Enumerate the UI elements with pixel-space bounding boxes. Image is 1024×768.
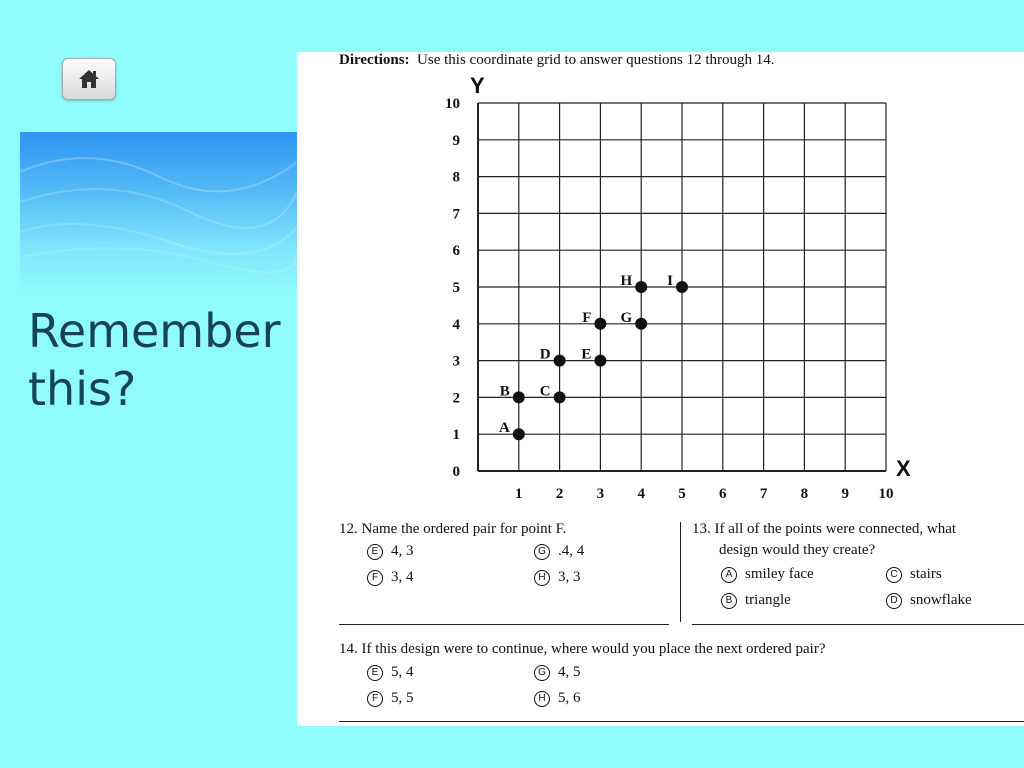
x-tick-label: 6	[719, 486, 727, 502]
x-tick-label: 9	[841, 486, 849, 502]
q13-option-d-bubble[interactable]: D	[886, 593, 902, 609]
q13-option-a-bubble[interactable]: A	[721, 567, 737, 583]
point-label-e: E	[581, 346, 592, 363]
q14-option-h[interactable]	[534, 690, 581, 707]
point-g	[635, 318, 647, 330]
answer-line-12	[339, 624, 669, 625]
point-c	[554, 391, 566, 403]
answer-line-13	[692, 624, 1024, 625]
y-tick-label: 9	[452, 132, 460, 149]
q12-option-f[interactable]	[367, 569, 414, 586]
point-label-i: I	[667, 273, 673, 289]
q12-option-g-text: .4, 4	[558, 543, 585, 559]
q13-option-b-bubble[interactable]: B	[721, 593, 737, 609]
q14-option-h-text: 5, 6	[558, 690, 581, 706]
q14-option-f[interactable]	[367, 690, 414, 707]
q13-option-a-text: smiley face	[745, 566, 814, 582]
y-tick-label: 3	[452, 353, 460, 370]
x-tick-label: 1	[515, 486, 523, 502]
q14-option-g[interactable]	[534, 664, 581, 681]
q13-option-b[interactable]	[721, 592, 791, 609]
banner-waves	[20, 132, 297, 292]
question-12: 12. Name the ordered pair for point F.	[339, 521, 567, 537]
directions-label: Directions:	[339, 52, 410, 68]
q13-option-b-text: triangle	[745, 592, 791, 608]
y-tick-label: 4	[452, 316, 460, 333]
question-13-line1: 13. If all of the points were connected, what	[692, 521, 957, 537]
point-label-h: H	[620, 273, 633, 289]
home-icon	[78, 69, 100, 89]
point-label-c: C	[539, 383, 551, 400]
point-d	[554, 355, 566, 367]
q13-option-c-text: stairs	[910, 566, 942, 582]
point-e	[594, 355, 606, 367]
point-label-d: D	[539, 346, 551, 363]
q12-option-g[interactable]	[534, 543, 584, 560]
decorative-banner	[20, 132, 297, 292]
point-f	[594, 318, 606, 330]
q12-option-h-bubble[interactable]: H	[534, 570, 550, 586]
q12-option-e[interactable]	[367, 543, 414, 560]
point-label-b: B	[499, 383, 510, 400]
slide-title: Remember this?	[28, 304, 281, 416]
q12-option-f-text: 3, 4	[391, 569, 414, 585]
q14-option-g-bubble[interactable]: G	[534, 665, 550, 681]
x-tick-label: 10	[878, 486, 894, 502]
q12-option-e-text: 4, 3	[391, 543, 414, 559]
y-tick-label: 10	[445, 96, 460, 112]
x-tick-label: 5	[678, 486, 686, 502]
answer-line-14	[339, 721, 1024, 722]
point-b	[513, 391, 525, 403]
q14-option-f-bubble[interactable]: F	[367, 691, 383, 707]
q14-option-f-text: 5, 5	[391, 690, 414, 706]
coordinate-grid	[297, 52, 1024, 512]
q13-option-a[interactable]	[721, 566, 814, 583]
y-tick-label: 1	[452, 427, 460, 444]
q12-option-h[interactable]	[534, 569, 581, 586]
x-tick-label: 8	[800, 486, 809, 502]
y-tick-label: 6	[452, 243, 460, 260]
x-tick-label: 4	[637, 486, 645, 502]
x-tick-label: 2	[555, 486, 564, 502]
q12-option-f-bubble[interactable]: F	[367, 570, 383, 586]
q13-option-d[interactable]	[886, 592, 972, 609]
point-h	[635, 281, 647, 293]
q13-option-c-bubble[interactable]: C	[886, 567, 902, 583]
y-tick-label: 2	[452, 390, 460, 407]
point-label-g: G	[620, 309, 633, 326]
question-13-line2: design would they create?	[719, 542, 876, 558]
q12-option-g-bubble[interactable]: G	[534, 544, 550, 560]
directions-text: Use this coordinate grid to answer questions 12 through 14.	[417, 52, 775, 68]
x-axis-label: X	[896, 456, 911, 481]
q13-option-d-text: snowflake	[910, 592, 972, 608]
y-axis-label: Y	[470, 73, 485, 98]
home-button[interactable]	[62, 58, 116, 100]
worksheet	[297, 52, 1024, 726]
question-divider	[680, 522, 681, 622]
q12-option-h-text: 3, 3	[558, 569, 581, 585]
q14-option-e-bubble[interactable]: E	[367, 665, 383, 681]
point-i	[676, 281, 688, 293]
q12-option-e-bubble[interactable]: E	[367, 544, 383, 560]
x-tick-label: 3	[596, 486, 605, 502]
point-label-f: F	[582, 309, 592, 326]
q13-option-c[interactable]	[886, 566, 942, 583]
q14-option-e-text: 5, 4	[391, 664, 414, 680]
y-tick-label: 8	[452, 169, 460, 186]
point-label-a: A	[498, 420, 510, 437]
q14-option-h-bubble[interactable]: H	[534, 691, 550, 707]
question-14: 14. If this design were to continue, where would you place the next ordered pair?	[339, 641, 826, 657]
point-a	[513, 428, 525, 440]
q14-option-e[interactable]	[367, 664, 414, 681]
y-tick-label: 5	[452, 280, 460, 296]
q14-option-g-text: 4, 5	[558, 664, 581, 680]
x-tick-label: 7	[759, 486, 768, 502]
y-tick-label: 0	[452, 464, 460, 480]
y-tick-label: 7	[452, 206, 460, 223]
